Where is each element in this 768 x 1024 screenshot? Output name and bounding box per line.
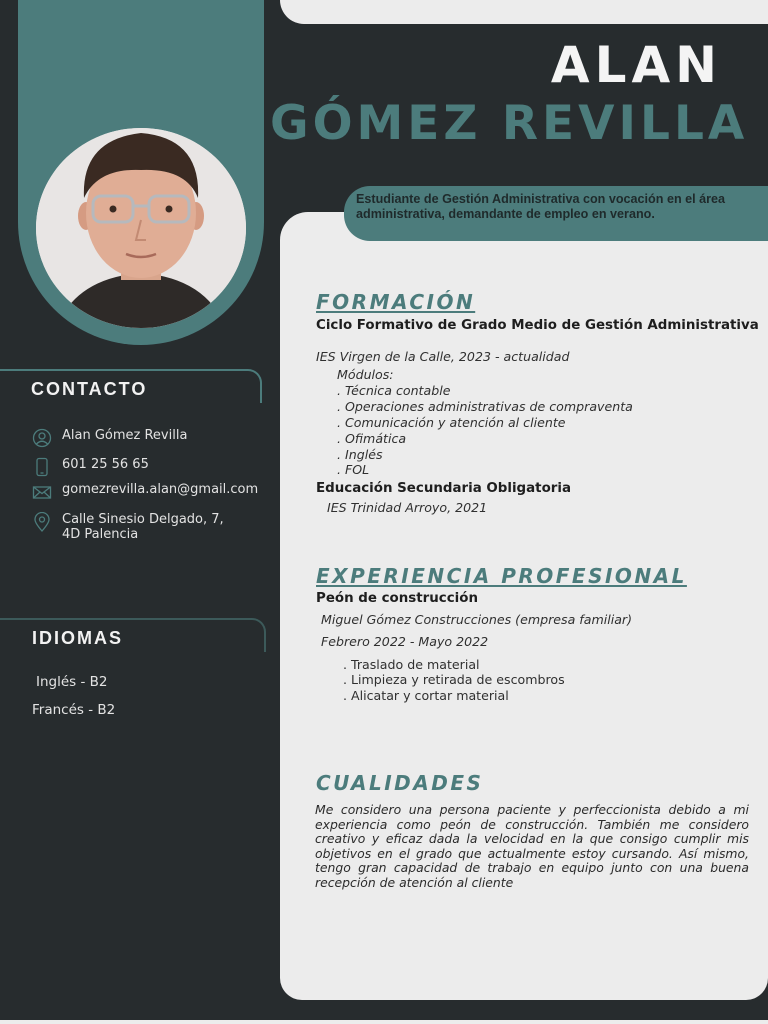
address-line-1: Calle Sinesio Delgado, 7, (62, 512, 224, 527)
top-notch (280, 0, 768, 24)
contact-address (62, 512, 224, 542)
education-school-2: IES Trinidad Arroyo, 2021 (327, 500, 488, 515)
address-line-2: 4D Palencia (62, 527, 139, 542)
phone-icon (32, 457, 52, 477)
contact-address-row (32, 512, 224, 542)
qualities-title: CUALIDADES (316, 771, 484, 795)
profile-photo (36, 128, 246, 328)
module-item: . Comunicación y atención al cliente (337, 415, 566, 430)
contact-email-row (32, 482, 258, 502)
contact-heading: CONTACTO (31, 379, 148, 399)
module-item: . Técnica contable (337, 383, 451, 398)
company-name: Miguel Gómez Construcciones (empresa familiar) (321, 612, 633, 627)
job-dates: Febrero 2022 - Mayo 2022 (321, 634, 489, 649)
user-icon (32, 428, 52, 448)
education-degree-2: Educación Secundaria Obligatoria (316, 481, 572, 496)
education-degree-1: Ciclo Formativo de Grado Medio de Gestión Administrativa (316, 318, 759, 333)
language-french: Francés - B2 (32, 702, 116, 718)
contact-name-row (32, 428, 187, 448)
languages-heading-frame (0, 618, 266, 652)
task-item: . Limpieza y retirada de escombros (343, 672, 565, 687)
summary-text: Estudiante de Gestión Administrativa con vocación en el área administrativa, demandante de empleo en verano. (356, 192, 726, 221)
qualities-text: Me considero una persona paciente y perfeccionista debido a mi experiencia como peón de construcción. También me considero creativo y eficaz dada la velocidad en la que consigo cumplir mis objetivos en el grado que actualmente estoy cursando. Así mismo, tengo gran capacidad de trabajo en equipo junto con una buena recepción de atención al cliente (315, 802, 749, 890)
module-item: . Operaciones administrativas de compraventa (337, 399, 633, 414)
experience-title: EXPERIENCIA PROFESIONAL (316, 564, 687, 588)
task-item: . Alicatar y cortar material (343, 688, 509, 703)
last-name: GÓMEZ REVILLA (270, 96, 749, 151)
module-item: . Ofimática (337, 431, 407, 446)
contact-email[interactable]: gomezrevilla.alan@gmail.com (62, 482, 259, 497)
contact-phone-row (32, 457, 149, 477)
task-item: . Traslado de material (343, 657, 480, 672)
contact-heading-frame (0, 369, 262, 403)
education-school-1: IES Virgen de la Calle, 2023 - actualidad (316, 349, 570, 364)
education-title: FORMACIÓN (316, 290, 476, 314)
contact-name: Alan Gómez Revilla (62, 428, 188, 443)
languages-heading: IDIOMAS (32, 628, 124, 648)
modules-label: Módulos: (337, 367, 394, 382)
first-name: ALAN (550, 36, 722, 94)
module-item: . Inglés (337, 447, 383, 462)
mail-icon (32, 482, 52, 502)
module-item: . FOL (337, 462, 370, 477)
contact-phone[interactable]: 601 25 56 65 (62, 457, 149, 472)
location-pin-icon (32, 512, 52, 532)
job-title: Peón de construcción (316, 591, 478, 606)
summary-pill (344, 186, 768, 241)
language-english: Inglés - B2 (36, 674, 108, 690)
